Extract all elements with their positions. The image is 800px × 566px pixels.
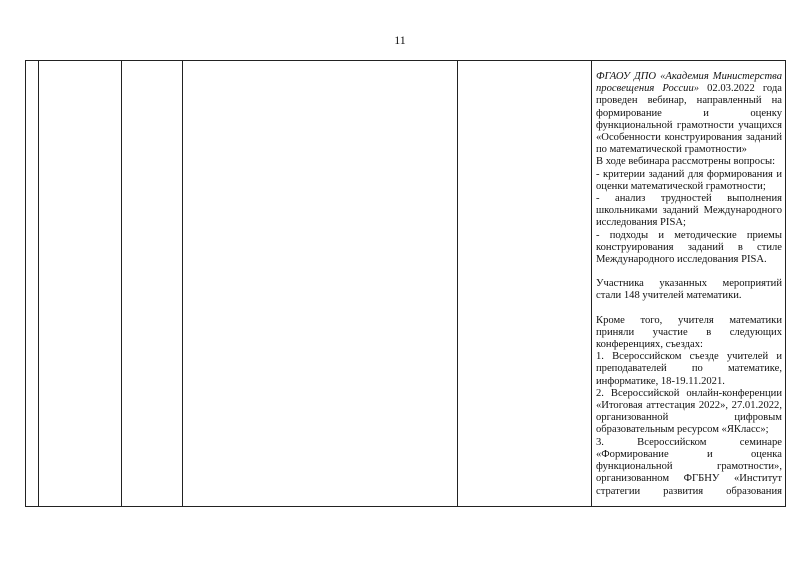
column-divider	[121, 60, 122, 507]
question-item: - анализ трудностей выполнения школьниками заданий Международного исследования PISA;	[596, 193, 782, 229]
column-divider	[591, 60, 592, 507]
intro-paragraph	[596, 71, 782, 156]
conference-item: 3. Всероссийском семинаре «Формирование и оценка функциональной грамотности», организованном ФГБНУ «Институт стратегии развития образования	[596, 436, 782, 497]
column-divider	[38, 60, 39, 507]
conference-item: 1. Всероссийском съезде учителей и преподавателей по математике, информатике, 18-19.11.2021.	[596, 351, 782, 387]
webinar-description: 02.03.2022 года проведен вебинар, направленный на формирование и оценку функциональной грамотности учащихся «Особенности конструирования заданий по математической грамотности»	[596, 83, 782, 156]
conference-item: 2. Всероссийской онлайн-конференции «Итоговая аттестация 2022», 27.01.2022, организованной цифровым образовательным ресурсом «ЯКласс»;	[596, 387, 782, 436]
conferences-intro: Кроме того, учителя математики приняли участие в следующих конференциях, съездах:	[596, 314, 782, 351]
column-divider	[182, 60, 183, 507]
column-divider	[457, 60, 458, 507]
page-number: 11	[394, 33, 406, 47]
question-item: - критерии заданий для формирования и оценки математической грамотности;	[596, 168, 782, 192]
question-item: - подходы и методические приемы конструирования заданий в стиле Международного исследования PISA.	[596, 229, 782, 266]
table-cell-text	[596, 71, 782, 498]
organization-name: ФГАОУ ДПО «Академия Министерства просвещения России»	[596, 71, 782, 95]
questions-title: В ходе вебинара рассмотрены вопросы:	[596, 156, 776, 168]
participants-paragraph: Участника указанных мероприятий стали 148 учителей математики.	[596, 278, 782, 302]
